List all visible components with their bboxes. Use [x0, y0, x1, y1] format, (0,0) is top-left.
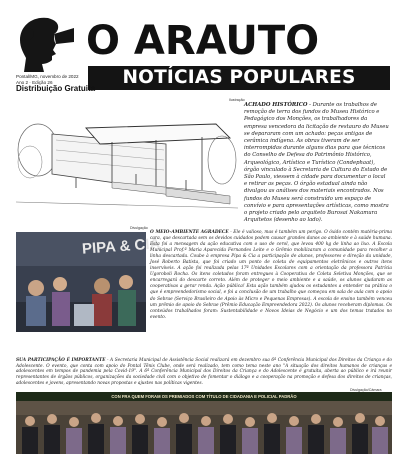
- article-caption-historic-find: [244, 102, 390, 222]
- date-line: Pontal/MG, novembro de 2022: [16, 74, 79, 79]
- store-sign-text: PIPA & CIA: [81, 235, 161, 258]
- architectural-sketch-image: [16, 104, 238, 212]
- students-recycling-photo: [16, 232, 161, 332]
- photo-banner: CON FRA QUEM FORAM OS PREMIADOS COM TÍTULO DE CIDADANIA E POLICIAL PADRÃO: [16, 392, 392, 401]
- masthead: [0, 0, 400, 96]
- woman-profile-logo-icon: [14, 14, 76, 74]
- photo-credit-1: Ilustração: [229, 98, 245, 102]
- article-lead: SUA PARTICIPAÇÃO É IMPORTANTE: [16, 358, 106, 363]
- newspaper-subtitle: NOTÍCIAS POPULARES: [88, 66, 390, 90]
- article-participation: [16, 358, 392, 392]
- edition-line: Ano 2 · Edição 26: [16, 79, 53, 85]
- article-environment: [150, 230, 392, 350]
- article-body: - A Secretaria Municipal de Assistência Social realizará em dezembro sua 6ª Conferência Municipal dos Direitos da Criança e do Adolescente. O evento, que conta com apoio do Pontal Tênis Clube, onde será realizado, tem como tema neste ano "A situação dos direitos humanos de crianças e adolescentes em tempos de pandemia pela Covid-19". A 6ª Conferência Municipal dos Direitos da Criança e do Adolescente é gratuita, aberta ao público e irá reunir representantes de órgãos públicos, organizações da sociedade civil com o objetivo de fomentar o diálogo e a cooperação na promoção e defesa dos direitos de crianças, adolescentes e jovens, apresentando novas propostas e ajustes nas políticas vigentes.: [16, 358, 392, 386]
- photo-credit-2: Divulgação: [130, 226, 148, 230]
- photo-credit-3: Divulgação/Câmara: [350, 388, 382, 392]
- article-body: - Ele é valioso, mas é também um perigo. O óxido contém matéria-prima cara, que descartada sem os devidos cuidados podem causar grandes danos ao ambiente e à saúde humana. Esta foi a mensagem da ação educativa com o uso de cerol, que levou 400 kg de linha ao lixo. A Escola Municipal Prof.ª Maria Aparecida Fernandes Leite e o Grêmio mobilizaram a comunidade para recolher a linha descartada. Coube à empresa Pipa & Cia a participação de alunos, professores e direção da unidade, José Roberto Batista, que foi criado um ponto de coleta de equipamentos eletrônicos e outros itens inservíveis. A ação foi realizada pelas 17ª Unidades Escolares com a orientação da professora Patrícia Ugoroboli Rocha. Os itens coletados foram entregues à Cooperativa de Coleta Seletiva Monções, que se encarregará do descarte correto. Além de proteger o meio ambiente e a saúde, os alunos ajudaram as cooperativas a gerar renda. Ação pública! Esta ação também ajudou os estudantes a entender na prática o que é empreendedorismo social, e foi a conclusão de um trabalho que começou em sala de aula com o apoio do Sebrae (Serviço Brasileiro de Apoio às Micro e Pequenas Empresas). A escola de ensino também venceu um prêmio de apoio do Sebrae (Prêmio Educação Empreendedora 2022). Os alunos receberam diplomas. Os conteúdos trabalhados foram: Sustentabilidade e Novos Ideias de Negócio e um dos temas tratados no evento.: [150, 230, 392, 320]
- article-lead: O MEIO-AMBIENTE AGRADECE: [150, 230, 229, 235]
- group-photo-illustration: [16, 401, 392, 454]
- honorees-group-photo: [16, 392, 392, 454]
- newspaper-title: O ARAUTO: [86, 18, 320, 64]
- caption-lead: ACHADO HISTÓRICO: [244, 102, 308, 108]
- distribution-note: Distribuição Gratuita: [16, 84, 96, 93]
- caption-body: - Durante os trabalhos de remoção de terra dos fundos do Museu Histórico e Pedagógico dos Monções, os trabalhadores da empresa vencedora da licitação de restauro do Museu se depararam com um achado: peças antigas de cerâmica indígena. As obras tiveram de ser interrompidas durante alguns dias para que técnicos do Conselho de Defesa do Patrimônio Histórico, Arqueológico, Artístico e Turístico (Condephaat), órgão vinculado à Secretaria de Cultura do Estado de São Paulo, viessem à cidade para documentar o local e retirar as peças. O órgão estadual ainda não divulgou as análises dos materiais encontrados. Nos fundos do Museu será construído um espaço de convívio e para apresentações artísticas, como mostra o projeto criado pelo arquiteto Burosai Nakamura Arquitetos (desenho ao lado).: [244, 102, 389, 224]
